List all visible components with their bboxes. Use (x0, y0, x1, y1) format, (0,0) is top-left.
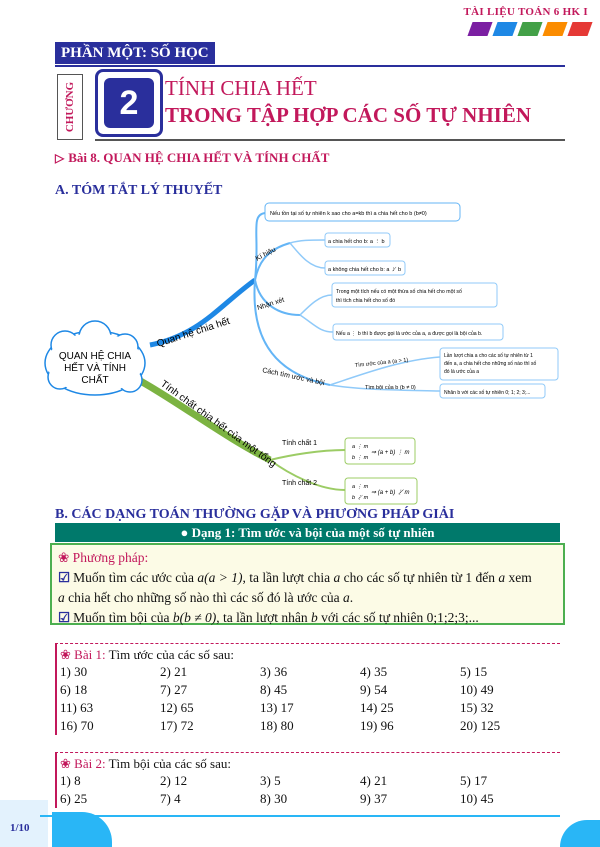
exercise1-item: 4) 35 (360, 664, 388, 679)
exercise2-item: 3) 5 (260, 773, 281, 788)
method-text: Muốn tìm bội của (73, 610, 173, 625)
mindmap-timboi-label: Tìm bội của b (b ≠ 0) (365, 385, 416, 391)
mindmap-center-cloud (45, 321, 145, 395)
exercise1-item: 7) 27 (160, 682, 188, 697)
mindmap-center-line2: HẾT VÀ TÍNH (64, 363, 126, 374)
exercise1-item: 2) 21 (160, 664, 188, 679)
section-a-heading: A. TÓM TẮT LÝ THUYẾT (55, 183, 223, 198)
exercise1-item: 10) 49 (460, 682, 494, 697)
chapter-number-box (95, 69, 163, 137)
mindmap-tc1-result: ⇒ (a + b) ⋮ m (371, 450, 410, 456)
exercise1-item: 9) 54 (360, 682, 388, 697)
footer-line (40, 815, 560, 817)
method-math: a (342, 590, 350, 605)
exercise1-item: 18) 80 (260, 718, 294, 733)
triangle-arrow-icon: ▷ (55, 151, 65, 165)
mindmap-cachtim-label: Cách tìm ước và bội (261, 367, 326, 388)
mindmap-timuoc-desc2: đến a, a chia hết cho những số nào thì số (444, 361, 537, 367)
method-line3 (58, 608, 557, 628)
mindmap-center-line3: CHẤT (81, 375, 109, 386)
exercise2-item: 1) 8 (60, 773, 81, 788)
exercise1-item: 5) 15 (460, 664, 488, 679)
exercise1-items (60, 663, 558, 735)
exercise2-item: 10) 45 (460, 791, 494, 806)
mindmap-tc1-a: a ⋮ m (352, 444, 369, 450)
method-box (50, 543, 565, 625)
method-text: , ta lần lượt nhân (216, 610, 311, 625)
document-header-title: TÀI LIỆU TOÁN 6 HK I (463, 6, 588, 18)
chapter-title-line2: TRONG TẬP HỢP CÁC SỐ TỰ NHIÊN (165, 103, 532, 127)
mindmap-edge (270, 450, 345, 460)
method-text: chia hết cho những số nào thì các số đó là ước của (64, 590, 343, 605)
footer-decoration (560, 820, 600, 847)
method-text: . (349, 590, 354, 605)
mindmap-nhanxet-label: Nhận xét (256, 296, 286, 312)
header-tab (517, 22, 542, 36)
method-math: a(a > 1) (197, 570, 243, 585)
mindmap-kihieu-label: Kí hiệu (254, 246, 278, 263)
mindmap-branch2-label: Tính chất chia hết của một tổng (158, 378, 279, 470)
exercise1-item: 17) 72 (160, 718, 194, 733)
chapter-divider (95, 139, 565, 141)
header-tab (467, 22, 492, 36)
mindmap-tinhchat2-label: Tính chất 2 (282, 480, 318, 487)
mindmap-edge (300, 295, 332, 315)
section-divider (55, 65, 565, 67)
mindmap-center-line1: QUAN HỆ CHIA (58, 351, 132, 362)
exercise1-heading (60, 646, 558, 663)
mindmap-edge (255, 213, 265, 280)
method-title: ❀ Phương pháp: (58, 550, 149, 565)
mindmap-nhanxet1-text2: thì tích chia hết cho số đó (336, 298, 396, 304)
exercise1-item: 14) 25 (360, 700, 394, 715)
mindmap-nhanxet2-text: Nếu a ⋮ b thì b được gọi là ước của a, a được gọi là bội của b. (336, 331, 483, 337)
dang1-title: ● Dạng 1: Tìm ước và bội của một số tự nhiên (55, 523, 560, 542)
mindmap-timboi-desc: Nhân b với các số tự nhiên 0; 1; 2; 3;... (444, 390, 531, 396)
exercise1-box (55, 643, 560, 735)
method-math: a (498, 570, 506, 585)
mindmap-timuoc-label: Tìm ước của a (a > 1) (354, 357, 409, 369)
mindmap-tc2-result: ⇒ (a + b) ⋮̸ m (371, 490, 410, 496)
exercise2-item: 9) 37 (360, 791, 388, 806)
lesson-title (55, 150, 329, 166)
mindmap-tc1-b: b ⋮ m (352, 455, 369, 461)
mindmap-tc2-a: a ⋮ m (352, 484, 369, 490)
exercise1-item: 15) 32 (460, 700, 494, 715)
mindmap-edge (290, 240, 325, 243)
footer-decoration (52, 812, 112, 847)
method-math: a (333, 570, 341, 585)
exercise2-items (60, 772, 558, 808)
mindmap-nhanxet1-text1: Trong một tích nếu có một thừa số chia hết cho một số (336, 289, 462, 295)
method-text: Muốn tìm các ước của (73, 570, 198, 585)
mindmap-def-text: Nếu tồn tại số tự nhiên k sao cho a=kb thì a chia hết cho b (b≠0) (270, 211, 427, 217)
exercise1-text: Tìm ước của các số sau: (105, 647, 235, 662)
exercise2-heading (60, 755, 558, 772)
header-color-tabs (470, 22, 590, 36)
exercise2-item: 5) 17 (460, 773, 488, 788)
method-text: với các số tự nhiên 0;1;2;3;... (317, 610, 479, 625)
exercise1-item: 8) 45 (260, 682, 288, 697)
exercise1-item: 3) 36 (260, 664, 288, 679)
section-banner: PHẦN MỘT: SỐ HỌC (55, 42, 215, 64)
header-tab (492, 22, 517, 36)
chapter-number: 2 (104, 78, 154, 128)
method-math: b (310, 610, 318, 625)
method-text: xem (505, 570, 532, 585)
method-text: cho các số tự nhiên từ 1 đến (340, 570, 499, 585)
method-text: , ta lần lượt chia (242, 570, 334, 585)
exercise1-label: ❀ Bài 1: (60, 647, 106, 662)
exercise2-text: Tìm bội của các số sau: (105, 756, 231, 771)
exercise2-item: 8) 30 (260, 791, 288, 806)
mindmap-branch1-label: Quan hệ chia hết (155, 315, 232, 350)
exercise2-item: 7) 4 (160, 791, 181, 806)
exercise2-label: ❀ Bài 2: (60, 756, 106, 771)
mindmap-timuoc-desc1: Lần lượt chia a cho các số tự nhiên từ 1 (444, 353, 533, 359)
mindmap-kihieu2-text: a không chia hết cho b: a ⋮̸ b (328, 267, 402, 273)
method-line1 (58, 568, 557, 588)
mindmap-kihieu1-text: a chia hết cho b: a ⋮ b (328, 239, 385, 245)
exercise2-item: 6) 25 (60, 791, 88, 806)
checkbox-icon: ☑ (58, 610, 71, 625)
lesson-title-text: Bài 8. QUAN HỆ CHIA HẾT VÀ TÍNH CHẤT (68, 150, 330, 165)
mindmap-tinhchat1-label: Tính chất 1 (282, 440, 318, 447)
method-line2 (58, 588, 557, 608)
exercise2-item: 4) 21 (360, 773, 388, 788)
chapter-label (57, 74, 83, 140)
exercise1-item: 19) 96 (360, 718, 394, 733)
mindmap-edge (290, 243, 325, 268)
chapter-title-line1: TÍNH CHIA HẾT (165, 76, 317, 100)
header-tab (542, 22, 567, 36)
page-number: 1/10 (10, 822, 30, 834)
section-b-heading: B. CÁC DẠNG TOÁN THƯỜNG GẶP VÀ PHƯƠNG PHÁP GIẢI (55, 507, 455, 522)
exercise1-item: 13) 17 (260, 700, 294, 715)
chapter-label-text: CHƯƠNG (64, 81, 76, 133)
exercise1-item: 11) 63 (60, 700, 94, 715)
mindmap-timuoc-desc3: đó là ước của a (444, 369, 479, 375)
exercise2-box (55, 752, 560, 808)
mindmap-tc2-b: b ⋮̸ m (352, 495, 369, 501)
mindmap-edge (300, 315, 333, 332)
exercise1-item: 6) 18 (60, 682, 88, 697)
method-math: b(b ≠ 0) (172, 610, 217, 625)
exercise1-item: 1) 30 (60, 664, 88, 679)
exercise1-item: 16) 70 (60, 718, 94, 733)
exercise1-item: 12) 65 (160, 700, 194, 715)
method-math: a (58, 590, 65, 605)
mindmap-diagram (0, 195, 600, 505)
exercise1-item: 20) 125 (460, 718, 501, 733)
exercise2-item: 2) 12 (160, 773, 188, 788)
checkbox-icon: ☑ (58, 570, 71, 585)
header-tab (567, 22, 592, 36)
